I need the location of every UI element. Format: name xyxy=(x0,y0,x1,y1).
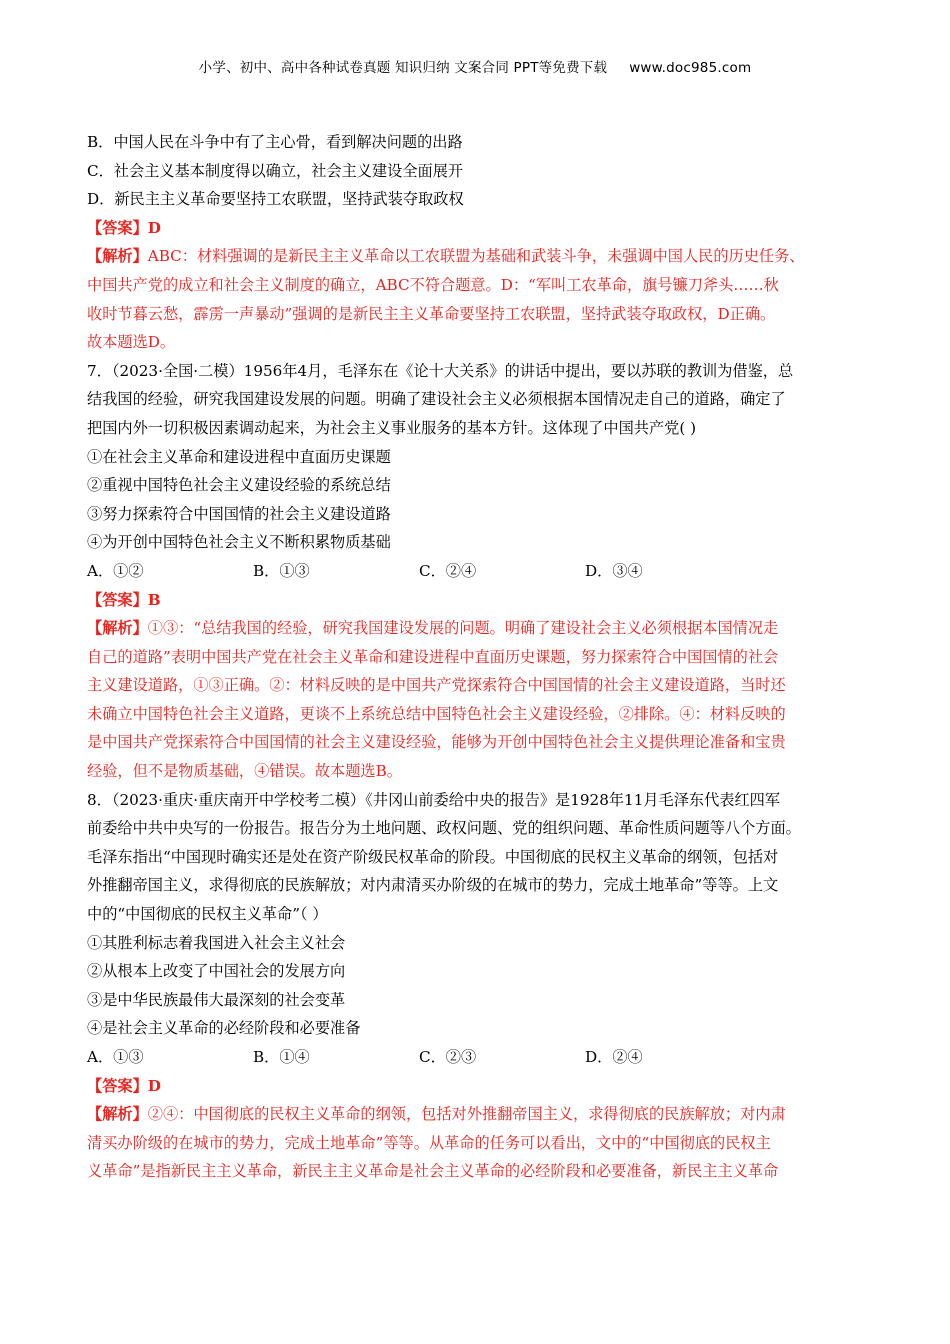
choice-row xyxy=(87,1043,877,1072)
question-7 xyxy=(87,357,877,786)
question-stem-line: 结我国的经验，研究我国建设发展的问题。明确了建设社会主义必须根据本国情况走自己的道路，确定了 xyxy=(87,390,786,409)
answer-label: 【答案】 xyxy=(87,590,148,609)
analysis-text: ①③：“总结我国的经验，研究我国建设发展的问题。明确了建设社会主义必须根据本国情况走 xyxy=(147,619,779,638)
header-promo-text: 小学、初中、高中各种试卷真题 知识归纳 文案合同 PPT等免费下载 xyxy=(198,60,608,76)
analysis-line xyxy=(87,242,877,271)
analysis-line: 收时节暮云愁，霹雳一声暴动”强调的是新民主主义革命要坚持工农联盟，坚持武装夺取政权，D正确。 xyxy=(87,304,776,323)
header-site-url[interactable]: www.doc985.com xyxy=(629,60,752,76)
statement-line: ①其胜利标志着我国进入社会主义社会 xyxy=(87,933,346,952)
analysis-line: 义革命”是指新民主主义革命，新民主主义革命是社会主义革命的必经阶段和必要准备，新民主主义革命 xyxy=(87,1162,779,1181)
statement-line: ④为开创中国特色社会主义不断积累物质基础 xyxy=(87,533,391,552)
choice-row xyxy=(87,557,877,586)
answer-label: 【答案】 xyxy=(87,1076,148,1095)
page-header xyxy=(0,56,950,76)
analysis-line xyxy=(87,1100,877,1129)
question-stem-line: 中的“中国彻底的民权主义革命”（ ） xyxy=(87,905,328,924)
choice-c: C．②③ xyxy=(419,1048,477,1066)
document-content xyxy=(87,128,877,1186)
statement-line: ②重视中国特色社会主义建设经验的系统总结 xyxy=(87,476,391,495)
choice-b: B．①④ xyxy=(253,1048,310,1066)
option-line: B．中国人民在斗争中有了主心骨，看到解决问题的出路 xyxy=(87,133,463,151)
answer-line xyxy=(87,214,877,243)
answer-value: B xyxy=(147,590,161,609)
analysis-line: 是中国共产党探索符合中国国情的社会主义建设经验，能够为开创中国特色社会主义提供理论准备和宝贵 xyxy=(87,733,786,752)
analysis-text: ABC：材料强调的是新民主主义革命以工农联盟为基础和武装斗争，未强调中国人民的历史任务、 xyxy=(147,247,805,266)
analysis-label: 【解析】 xyxy=(87,619,148,638)
statement-line: ①在社会主义革命和建设进程中直面历史课题 xyxy=(87,447,391,466)
choice-a: A．①③ xyxy=(87,1048,144,1066)
answer-value: D xyxy=(147,218,161,237)
statement-line: ②从根本上改变了中国社会的发展方向 xyxy=(87,962,346,981)
option-line: C．社会主义基本制度得以确立，社会主义建设全面展开 xyxy=(87,161,464,180)
question-stem-line: 前委给中共中央写的一份报告。报告分为土地问题、政权问题、党的组织问题、革命性质问题等八个方面。 xyxy=(87,819,801,838)
choice-c: C．②④ xyxy=(419,561,477,580)
question-stem-line: 毛泽东指出“中国现时确实还是处在资产阶级民权革命的阶段。中国彻底的民权主义革命的纲领，包括对 xyxy=(87,847,779,866)
question-stem-line: 8．（2023·重庆·重庆南开中学校考二模）《井冈山前委给中央的报告》是1928年11月毛泽东代表红四军 xyxy=(87,790,781,809)
question-stem-line: 把国内外一切积极因素调动起来，为社会主义事业服务的基本方针。这体现了中国共产党( ) xyxy=(87,418,696,437)
analysis-line: 中国共产党的成立和社会主义制度的确立，ABC不符合题意。D：“军叫工农革命，旗号镰刀斧头……秋 xyxy=(87,275,779,294)
answer-value: D xyxy=(147,1076,161,1095)
analysis-text: ②④：中国彻底的民权主义革命的纲领，包括对外推翻帝国主义，求得彻底的民族解放；对内肃 xyxy=(147,1105,786,1124)
answer-label: 【答案】 xyxy=(87,218,148,237)
statement-line: ④是社会主义革命的必经阶段和必要准备 xyxy=(87,1019,361,1038)
choice-d: D．③④ xyxy=(585,561,643,580)
analysis-line: 清买办阶级的在城市的势力，完成土地革命”等等。从革命的任务可以看出，文中的“中国彻底的民权主 xyxy=(87,1133,771,1152)
question-stem-line: 外推翻帝国主义，求得彻底的民族解放；对内肃清买办阶级的在城市的势力，完成土地革命”等等。上文 xyxy=(87,876,779,895)
choice-b: B．①③ xyxy=(253,561,310,580)
analysis-line: 未确立中国特色社会主义道路，更谈不上系统总结中国特色社会主义建设经验，②排除。④：材料反映的 xyxy=(87,704,786,723)
analysis-line: 自己的道路”表明中国共产党在社会主义革命和建设进程中直面历史课题，努力探索符合中国国情的社会 xyxy=(87,647,779,666)
question-stem-line: 7．（2023·全国·二模）1956年4月，毛泽东在《论十大关系》的讲话中提出，要以苏联的教训为借鉴，总 xyxy=(87,361,794,380)
analysis-label: 【解析】 xyxy=(87,1105,148,1124)
statement-line: ③是中华民族最伟大最深刻的社会变革 xyxy=(87,990,346,1009)
prev-question xyxy=(87,128,877,357)
answer-line xyxy=(87,586,877,615)
statement-line: ③努力探索符合中国国情的社会主义建设道路 xyxy=(87,504,391,523)
analysis-line: 主义建设道路，①③正确。②：材料反映的是中国共产党探索符合中国国情的社会主义建设道路，当时还 xyxy=(87,676,786,695)
question-8 xyxy=(87,786,877,1186)
answer-line xyxy=(87,1072,877,1101)
analysis-line xyxy=(87,614,877,643)
option-line: D．新民主主义革命要坚持工农联盟，坚持武装夺取政权 xyxy=(87,190,464,209)
analysis-line: 故本题选D。 xyxy=(87,333,176,352)
analysis-label: 【解析】 xyxy=(87,247,148,266)
analysis-line: 经验，但不是物质基础，④错误。故本题选B。 xyxy=(87,762,402,781)
choice-d: D．②④ xyxy=(585,1048,643,1066)
choice-a: A．①② xyxy=(87,561,144,580)
